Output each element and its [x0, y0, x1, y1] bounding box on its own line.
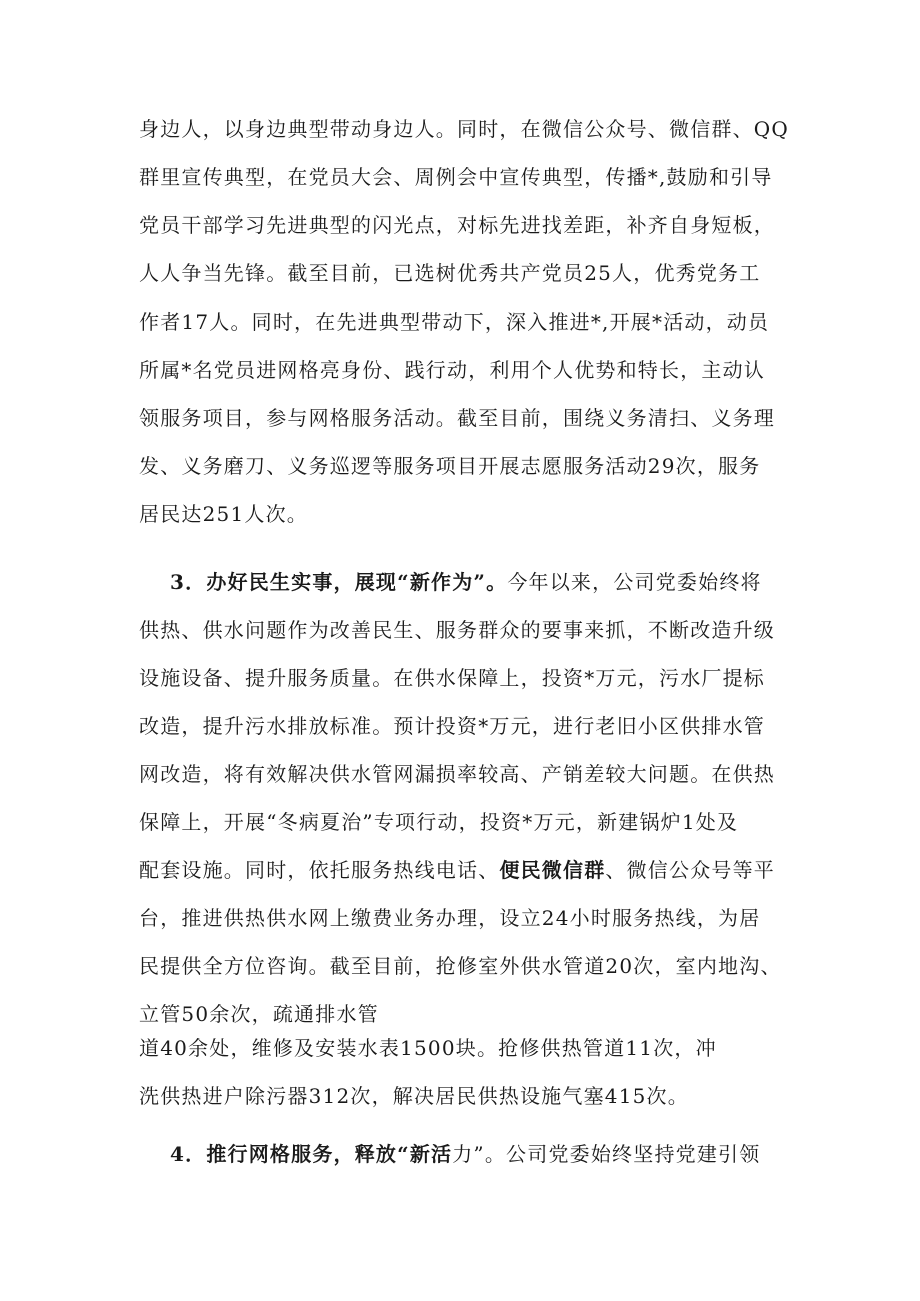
section3-heading: 3．办好民生实事，展现“新作为”。: [170, 570, 508, 594]
section3-line-7-bold: 便民微信群: [499, 858, 606, 882]
section3-line-11: 道40余处，维修及安装水表1500块。抢修供热管道11次，冲: [139, 1036, 717, 1060]
section3-line-4: 改造，提升污水排放标准。预计投资*万元，进行老旧小区供排水管: [139, 714, 765, 738]
para1-line-3: 党员干部学习先进典型的闪光点，对标先进找差距，补齐自身短板，: [139, 213, 775, 237]
para1-line-6: 所属*名党员进网格亮身份、践行动，利用个人优势和特长，主动认: [139, 358, 765, 382]
section3-line-10: 立管50余次，疏通排水管: [139, 1002, 379, 1026]
section3-first-line: [170, 568, 762, 596]
section3-line-2: 供热、供水问题作为改善民生、服务群众的要事来抓，不断改造升级: [139, 618, 775, 642]
para1-line-9: 居民达251人次。: [139, 502, 308, 526]
section3-line-9: 民提供全方位咨询。截至目前，抢修室外供水管道20次，室内地沟、: [139, 954, 782, 978]
section4-first-line-text: 。公司党委始终坚持党建引领: [484, 1142, 761, 1166]
section3-line-6: 保障上，开展“冬病夏治”专项行动，投资*万元，新建锅炉1处及: [139, 810, 739, 834]
section3-line-7: [139, 856, 775, 884]
section3-line-3: 设施设备、提升服务质量。在供水保障上，投资*万元，污水厂提标: [139, 666, 765, 690]
para1-line-5: 作者17人。同时，在先进典型带动下，深入推进*,开展*活动，动员: [139, 310, 770, 334]
section3-line-5: 网改造，将有效解决供水管网漏损率较高、产销差较大问题。在供热: [139, 762, 775, 786]
para1-line-2: 群里宣传典型，在党员大会、周例会中宣传典型，传播*,鼓励和引导: [139, 165, 773, 189]
para1-line-4: 人人争当先锋。截至目前，已选树优秀共产党员25人，优秀党务工: [139, 261, 761, 285]
para1-line-8: 发、义务磨刀、义务巡逻等服务项目开展志愿服务活动29次，服务: [139, 454, 761, 478]
section4-first-line: [170, 1140, 760, 1168]
section3-line-12: 洗供热进户除污器312次，解决居民供热设施气塞415次。: [139, 1084, 689, 1108]
section3-line-7-after: 、微信公众号等平: [605, 858, 776, 882]
para1-line-1: 身边人，以身边典型带动身边人。同时，在微信公众号、微信群、QQ: [139, 117, 789, 141]
section4-heading-rest: 力”: [452, 1142, 485, 1166]
section3-first-line-text: 今年以来，公司党委始终将: [507, 570, 762, 594]
para1-line-7: 领服务项目，参与网格服务活动。截至目前，围绕义务清扫、义务理: [139, 406, 775, 430]
section3-line-8: 台，推进供热供水网上缴费业务办理，设立24小时服务热线，为居: [139, 906, 761, 930]
section3-line-7-before: 配套设施。同时，依托服务热线电话、: [139, 858, 500, 882]
section4-heading: 4．推行网格服务，释放“新活: [170, 1142, 453, 1166]
